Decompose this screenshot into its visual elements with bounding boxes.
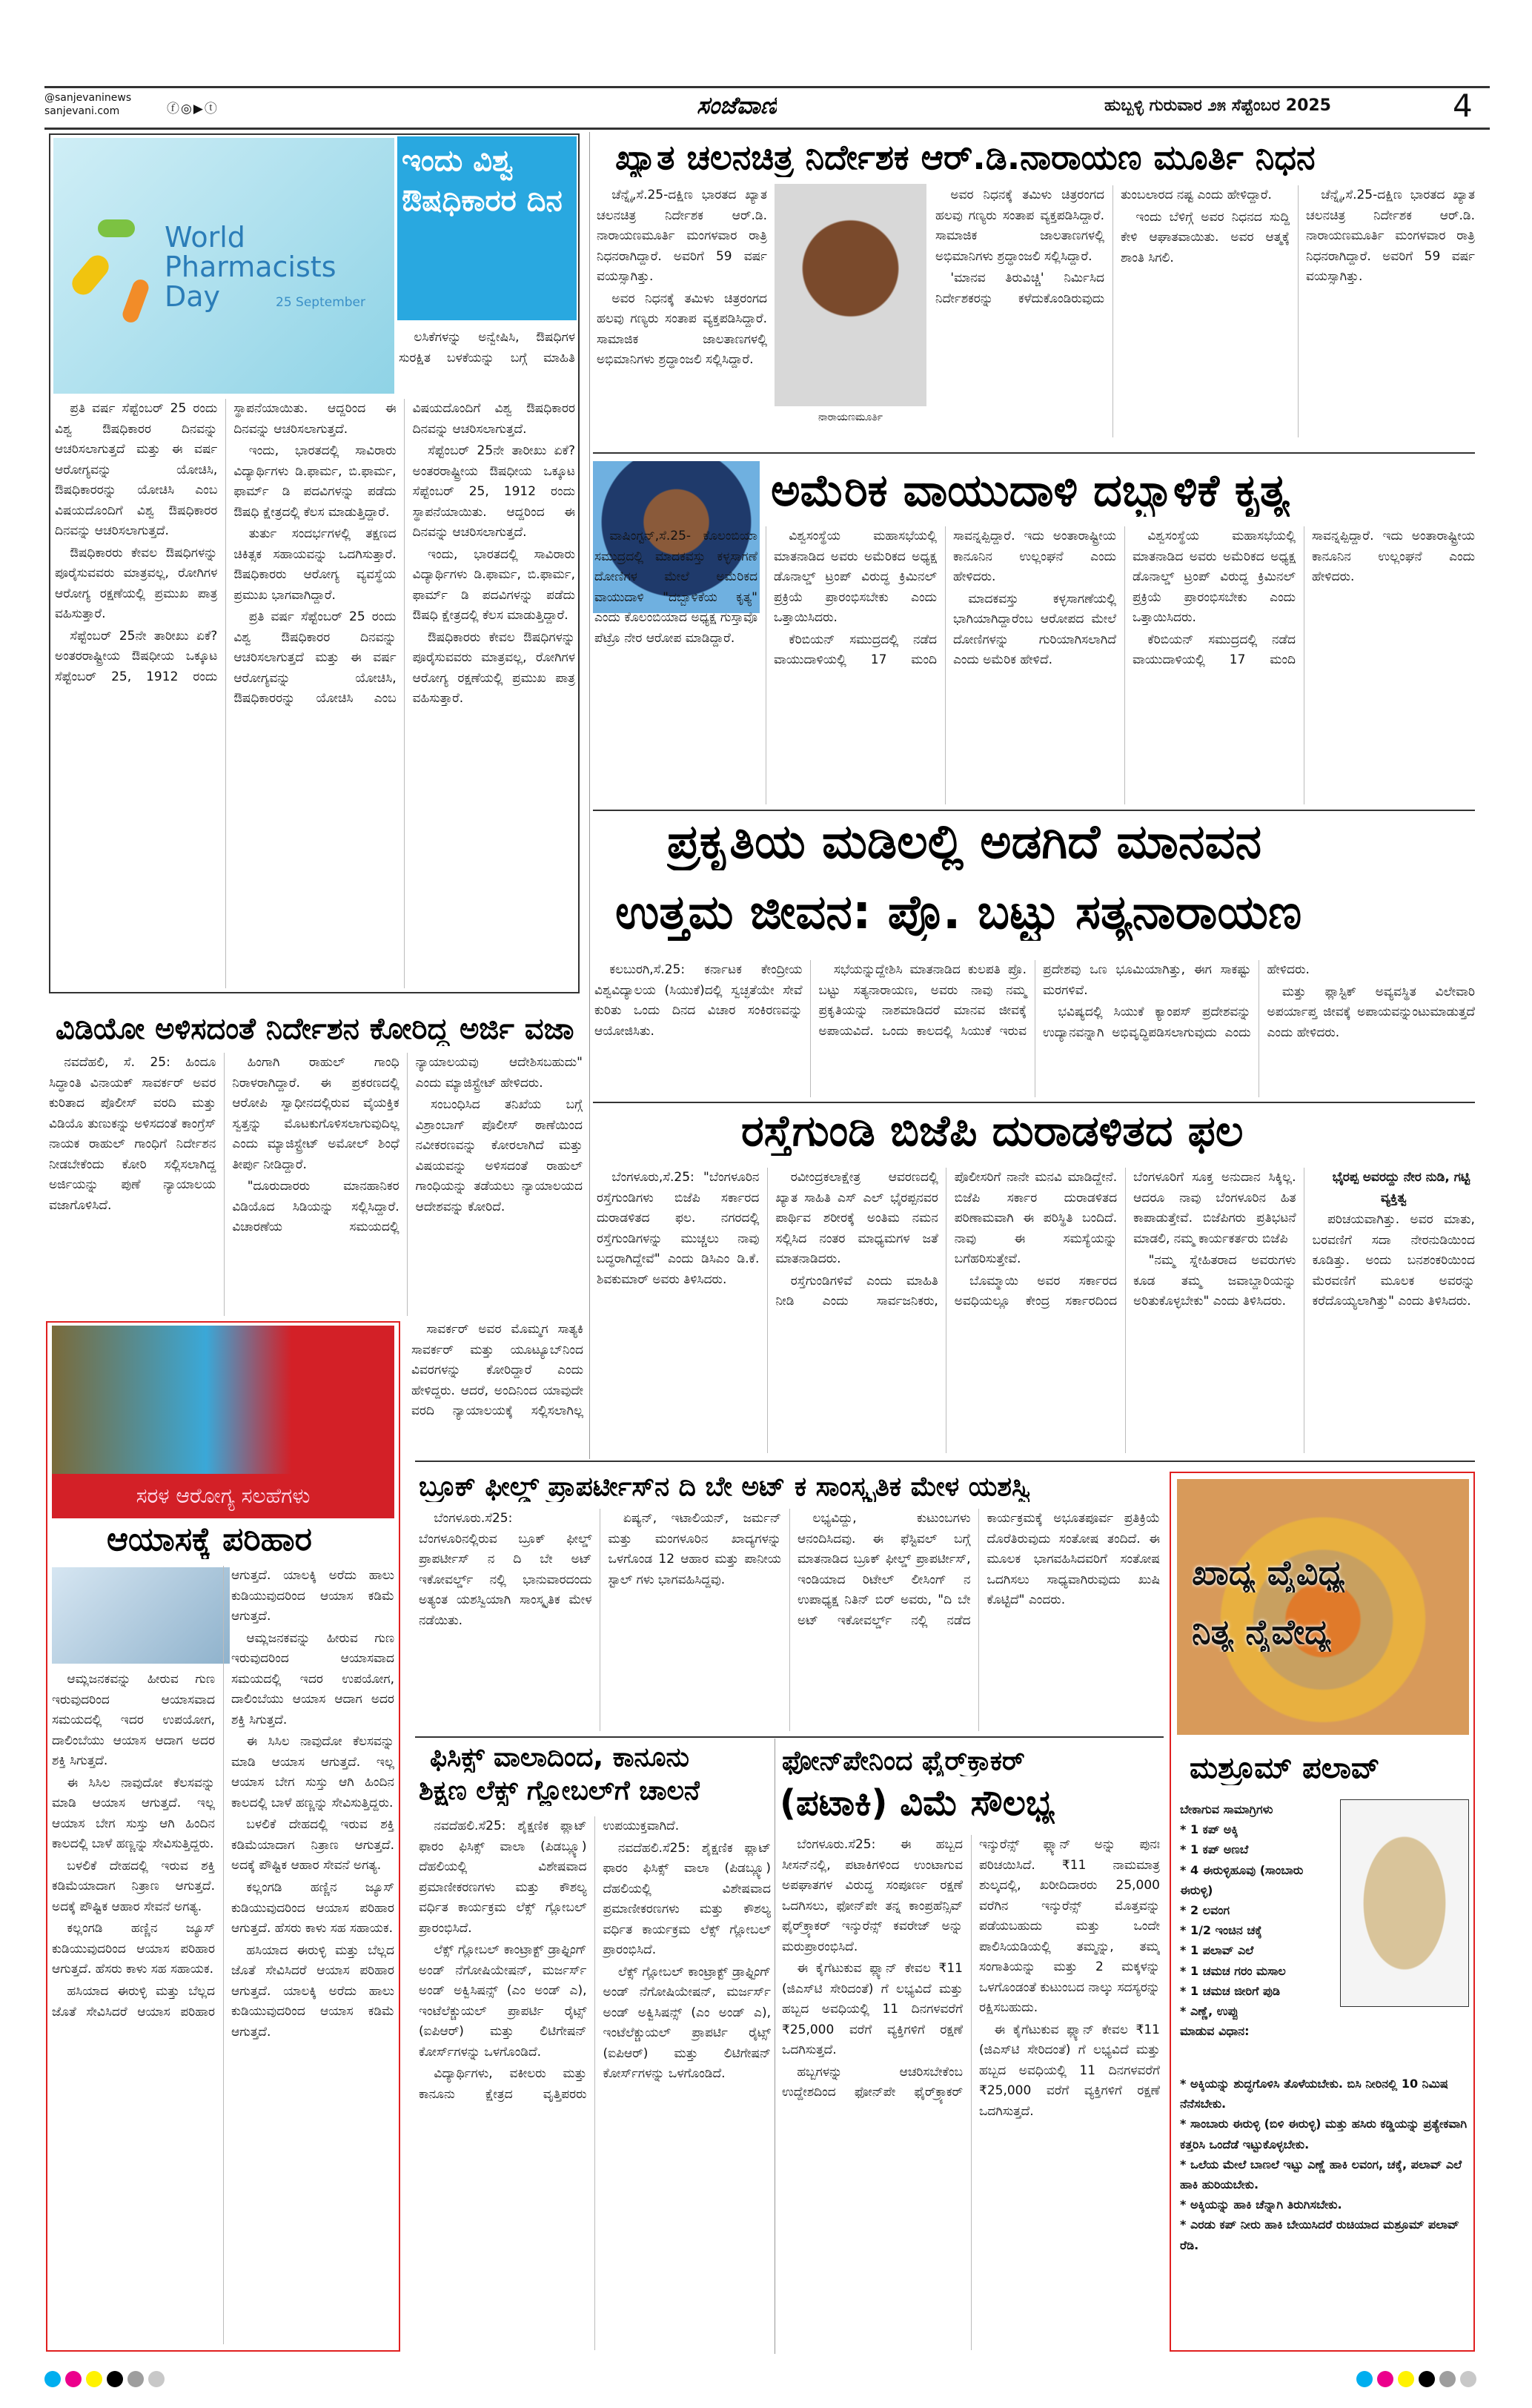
health-body: ಆಮ್ಲಜನಕವನ್ನು ಹೀರುವ ಗುಣ ಇರುವುದರಿಂದ ಆಯಾಸವಾದ ಸಮಯದಲ್ಲಿ ಇದರ ಉಪಯೋಗ, ದಾಲಿಂಬೆಯು ಆಯಾಸ ಆದಾಗ ಅದರ ಶಕ್ತಿ ಸಿಗುತ್ತದೆ. ಈ ಸಿಸಿಲ ನಾವುದೋ ಕೆಲಸವನ್ನು ಮಾಡಿ ಆಯಾಸ ಆಗುತ್ತದೆ. ಇಲ್ಲ ಆಯಾಸ ಬೇಗ ಸುಸ್ತು ಆಗಿ ಹಿಂದಿನ ಕಾಲದಲ್ಲಿ ಬಾಳೆ ಹಣ್ಣನ್ನು ಸೇವಿಸುತ್ತಿದ್ದರು. ಬಳಲಿಕೆ ದೇಹದಲ್ಲಿ ಇರುವ ಶಕ್ತಿ ಕಡಿಮೆಯಾದಾಗ ನಿತ್ರಾಣ ಆಗುತ್ತದೆ. ಅದಕ್ಕೆ ಪೌಷ್ಟಿಕ ಆಹಾರ ಸೇವನೆ ಅಗತ್ಯ. ಕಲ್ಲಂಗಡಿ ಹಣ್ಣಿನ ಜ್ಯೂಸ್ ಕುಡಿಯುವುದರಿಂದ ಆಯಾಸ ಪರಿಹಾರ ಆಗುತ್ತದೆ. ಹೆಸರು ಕಾಳು ಸಹ ಸಹಾಯಕ. ಹಸಿಯಾದ ಈರುಳ್ಳಿ ಮತ್ತು ಬೆಲ್ಲದ ಜೊತೆ ಸೇವಿಸಿದರೆ ಆಯಾಸ ಪರಿಹಾರ ಆಗುತ್ತದೆ. ಯಾಲಕ್ಕಿ ಅರೆದು ಹಾಲು ಕುಡಿಯುವುದರಿಂದ ಆಯಾಸ ಕಡಿಮೆ ಆಗುತ್ತದೆ. ಆಮ್ಲಜನಕವನ್ನು ಹೀರುವ ಗುಣ ಇರುವುದರಿಂದ ಆಯಾಸವಾದ ಸಮಯದಲ್ಲಿ ಇದರ ಉಪಯೋಗ, ದಾಲಿಂಬೆಯು ಆಯಾಸ ಆದಾಗ ಅದರ ಶಕ್ತಿ ಸಿಗುತ್ತದೆ. ಈ ಸಿಸಿಲ ನಾವುದೋ ಕೆಲಸವನ್ನು ಮಾಡಿ ಆಯಾಸ ಆಗುತ್ತದೆ. ಇಲ್ಲ ಆಯಾಸ ಬೇಗ ಸುಸ್ತು ಆಗಿ ಹಿಂದಿನ ಕಾಲದಲ್ಲಿ ಬಾಳೆ ಹಣ್ಣನ್ನು ಸೇವಿಸುತ್ತಿದ್ದರು. ಬಳಲಿಕೆ ದೇಹದಲ್ಲಿ ಇರುವ ಶಕ್ತಿ ಕಡಿಮೆಯಾದಾಗ ನಿತ್ರಾಣ ಆಗುತ್ತದೆ. ಅದಕ್ಕೆ ಪೌಷ್ಟಿಕ ಆಹಾರ ಸೇವನೆ ಅಗತ್ಯ. ಕಲ್ಲಂಗಡಿ ಹಣ್ಣಿನ ಜ್ಯೂಸ್ ಕುಡಿಯುವುದರಿಂದ ಆಯಾಸ ಪರಿಹಾರ ಆಗುತ್ತದೆ. ಹೆಸರು ಕಾಳು ಸಹ ಸಹಾಯಕ. ಹಸಿಯಾದ ಈರುಳ್ಳಿ ಮತ್ತು ಬೆಲ್ಲದ ಜೊತೆ ಸೇವಿಸಿದರೆ ಆಯಾಸ ಪರಿಹಾರ ಆಗುತ್ತದೆ. ಯಾಲಕ್ಕಿ ಅರೆದು ಹಾಲು ಕುಡಿಯುವುದರಿಂದ ಆಯಾಸ ಕಡಿಮೆ ಆಗುತ್ತದೆ. [52, 1568, 394, 2040]
color-dot [1460, 2371, 1476, 2387]
phonepe-body: ಬೆಂಗಳೂರು.ಸೆ25: ಈ ಹಬ್ಬದ ಸೀಸನ್‌ನಲ್ಲಿ, ಪಟಾಕಿಗಳಿಂದ ಉಂಟಾಗುವ ಅಪಘಾತಗಳ ವಿರುದ್ಧ ಸಂಪೂರ್ಣ ರಕ್ಷಣೆ ಒದಗಿಸಲು, ಫೋನ್‌ಪೇ ತನ್ನ ಕಾಂಪ್ರಹೆನ್ಸಿವ್ ಫೈರ್‌ಕ್ರ್ಯಾಕರ್ ಇನ್ಶುರೆನ್ಸ್ ಕವರೇಜ್ ಅನ್ನು ಮರುಪ್ರಾರಂಭಿಸಿದೆ. ಈ ಕೈಗೆಟುಕುವ ಪ್ಲ್ಯಾನ್ ಕೇವಲ ₹11 (ಜಿಎಸ್‌ಟಿ ಸೇರಿದಂತೆ) ಗೆ ಲಭ್ಯವಿದೆ ಮತ್ತು ಹಬ್ಬದ ಅವಧಿಯಲ್ಲಿ 11 ದಿನಗಳವರೆಗೆ ₹25,000 ವರೆಗೆ ವ್ಯಕ್ತಿಗಳಿಗೆ ರಕ್ಷಣೆ ಒದಗಿಸುತ್ತದೆ. ಹಬ್ಬಗಳನ್ನು ಆಚರಿಸಬೇಕೆಂಬ ಉದ್ದೇಶದಿಂದ ಫೋನ್‌ಪೇ ಫೈರ್‌ಕ್ರ್ಯಾಕರ್ ಇನ್ಶುರೆನ್ಸ್ ಪ್ಲ್ಯಾನ್ ಅನ್ನು ಪುನಃ ಪರಿಚಯಿಸಿದೆ. ₹11 ನಾಮಮಾತ್ರ ಶುಲ್ಕದಲ್ಲಿ, ಖರೀದಿದಾರರು 25,000 ವರೆಗಿನ ಇನ್ಶುರೆನ್ಸ್ ಮೊತ್ತವನ್ನು ಪಡೆಯಬಹುದು ಮತ್ತು ಒಂದೇ ಪಾಲಿಸಿಯಡಿಯಲ್ಲಿ ತಮ್ಮನ್ನು, ತಮ್ಮ ಸಂಗಾತಿಯನ್ನು ಮತ್ತು 2 ಮಕ್ಕಳನ್ನು ಒಳಗೊಂಡಂತೆ ಕುಟುಂಬದ ನಾಲ್ಕು ಸದಸ್ಯರನ್ನು ರಕ್ಷಿಸಬಹುದು. ಈ ಕೈಗೆಟುಕುವ ಪ್ಲ್ಯಾನ್ ಕೇವಲ ₹11 (ಜಿಎಸ್‌ಟಿ ಸೇರಿದಂತೆ) ಗೆ ಲಭ್ಯವಿದೆ ಮತ್ತು ಹಬ್ಬದ ಅವಧಿಯಲ್ಲಿ 11 ದಿನಗಳವರೆಗೆ ₹25,000 ವರೆಗೆ ವ್ಯಕ್ತಿಗಳಿಗೆ ರಕ್ಷಣೆ ಒದಗಿಸುತ್ತದೆ. [782, 1837, 1160, 2119]
masthead: ಸಂಜೆವಾಣಿ [697, 92, 777, 119]
facebook-icon[interactable]: ⓕ [167, 102, 181, 116]
narayana-col1: ಚೆನ್ನೈ,ಸೆ.25-ದಕ್ಷಿಣ ಭಾರತದ ಖ್ಯಾತ ಚಲನಚಿತ್ರ ನಿರ್ದೇಶಕ ಆರ್.ಡಿ. ನಾರಾಯಣಮೂರ್ತಿ ಮಂಗಳವಾರ ರಾತ್ರಿ ನಿಧನರಾಗಿದ್ದಾರೆ. ಅವರಿಗೆ 59 ವರ್ಷ ವಯಸ್ಸಾಗಿತ್ತು. ಅವರ ನಿಧನಕ್ಕೆ ತಮಿಳು ಚಿತ್ರರಂಗದ ಹಲವು ಗಣ್ಯರು ಸಂತಾಪ ವ್ಯಕ್ತಪಡಿಸಿದ್ದಾರೆ. ಸಾಮಾಜಿಕ ಜಾಲತಾಣಗಳಲ್ಲಿ ಅಭಿಮಾನಿಗಳು ಶ್ರದ್ಧಾಂಜಲಿ ಸಲ್ಲಿಸಿದ್ದಾರೆ. [597, 188, 767, 368]
health-tips-box [46, 1321, 400, 2352]
brook-headline: ಬ್ರೂಕ್ ಫೀಲ್ಡ್ ಪ್ರಾಪರ್ಟೀಸ್‌ನ ದಿ ಬೇ ಅಟ್ ಕ ಸಾಂಸ್ಕೃತಿಕ ಮೇಳ ಯಶಸ್ವಿ [419, 1472, 1031, 1502]
color-dot [1377, 2371, 1393, 2387]
prakruti-body: ಕಲಬುರಗಿ,ಸೆ.25: ಕರ್ನಾಟಕ ಕೇಂದ್ರೀಯ ವಿಶ್ವವಿದ್ಯಾಲಯ (ಸಿಯುಕೆ)ದಲ್ಲಿ ಸ್ವಚ್ಛತೆಯೇ ಸೇವೆ ಕುರಿತು ಒಂದು ದಿನದ ವಿಚಾರ ಸಂಕಿರಣವನ್ನು ಆಯೋಜಿಸಿತು. ಸಭೆಯನ್ನುದ್ದೇಶಿಸಿ ಮಾತನಾಡಿದ ಕುಲಪತಿ ಪ್ರೊ. ಬಟ್ಟು ಸತ್ಯನಾರಾಯಣ, ಅವರು ನಾವು ನಮ್ಮ ಪ್ರಕೃತಿಯನ್ನು ನಾಶಮಾಡಿದರೆ ಮಾನವ ಜೀವಕ್ಕೆ ಅಪಾಯವಿದೆ. ಒಂದು ಕಾಲದಲ್ಲಿ ಸಿಯುಕೆ ಇರುವ ಪ್ರದೇಶವು ಒಣ ಭೂಮಿಯಾಗಿತ್ತು, ಈಗ ಸಾಕಷ್ಟು ಮರಗಳಿವೆ. ಭವಿಷ್ಯದಲ್ಲಿ ಸಿಯುಕೆ ಕ್ಯಾಂಪಸ್ ಪ್ರದೇಶವನ್ನು ಉದ್ಯಾನವನ್ನಾಗಿ ಅಭಿವೃದ್ಧಿಪಡಿಸಲಾಗುವುದು ಎಂದು ಹೇಳಿದರು. ಮತ್ತು ಪ್ಲಾಸ್ಟಿಕ್ ಅವ್ಯವಸ್ಥಿತ ವಿಲೇವಾರಿ ಅಪರ್ಯಾಪ್ತ ಜೀವಕ್ಕೆ ಅಪಾಯವನ್ನುಂಟುಮಾಡುತ್ತದೆ ಎಂದು ಹೇಳಿದರು. [594, 962, 1475, 1040]
recipe-headline: ಮಶ್ರೂಮ್ ಪಲಾವ್ [1190, 1751, 1380, 1785]
ingredients: ಬೇಕಾಗುವ ಸಾಮಾಗ್ರಿಗಳು * 1 ಕಪ್ ಅಕ್ಕಿ * 1 ಕಪ್ ಅಣಬೆ * 4 ಈರುಳ್ಳಿಹೂವು (ಸಾಂಬಾರು ಈರುಳ್ಳಿ) * 2 ಲವಂಗ * 1/2 ಇಂಚಿನ ಚಕ್ಕೆ * 1 ಪಲಾವ್ ಎಲೆ * 1 ಚಮಚ ಗರಂ ಮಸಾಲ * 1 ಚಮಚ ಜೀರಿಗೆ ಪುಡಿ * ಎಣ್ಣೆ, ಉಪ್ಪು ಮಾಡುವ ವಿಧಾನ: [1180, 1802, 1304, 2039]
pharmacists-side-text: ಲಸಿಕೆಗಳನ್ನು ಅನ್ವೇಷಿಸಿ, ಔಷಧಿಗಳ ಸುರಕ್ಷಿತ ಬಳಕೆಯನ್ನು ಬಗ್ಗೆ ಮಾಹಿತಿ [399, 330, 575, 366]
narayana-photo-caption: ನಾರಾಯಣಮೂರ್ತಿ [818, 411, 883, 423]
health-headline: ಆಯಾಸಕ್ಕೆ ಪರಿಹಾರ [107, 1521, 312, 1558]
pill-shape [98, 219, 135, 237]
narayana-headline: ಖ್ಯಾತ ಚಲನಚಿತ್ರ ನಿರ್ದೇಶಕ ಆರ್.ಡಿ.ನಾರಾಯಣ ಮೂರ್ತಿ ನಿಧನ [615, 138, 1316, 177]
dateline: ಹುಬ್ಬಳ್ಳಿ ಗುರುವಾರ ೨೫ ಸೆಪ್ಟೆಂಬರ 2025 [1104, 96, 1331, 115]
twitter-icon[interactable]: ⓣ [204, 102, 219, 116]
brook-body: ಬೆಂಗಳೂರು.ಸೆ25: ಬೆಂಗಳೂರಿನಲ್ಲಿರುವ ಬ್ರೂಕ್ ಫೀಲ್ಡ್ ಪ್ರಾಪರ್ಟೀಸ್ ನ ದಿ ಬೇ ಅಟ್ ಇಕೋವರ್ಲ್ಡ್ ನಲ್ಲಿ ಭಾನುವಾರದಂದು ಅತ್ಯಂತ ಯಶಸ್ವಿಯಾಗಿ ಸಾಂಸ್ಕೃತಿಕ ಮೇಳ ನಡೆಯಿತು. ಏಷ್ಯನ್, ಇಟಾಲಿಯನ್, ಜರ್ಮನ್ ಮತ್ತು ಮಂಗಳೂರಿನ ಖಾದ್ಯಗಳನ್ನು ಒಳಗೊಂಡ 12 ಆಹಾರ ಮತ್ತು ಪಾನೀಯ ಸ್ಟಾಲ್ ಗಳು ಭಾಗವಹಿಸಿದ್ದವು. ಲಭ್ಯವಿದ್ದು, ಕುಟುಂಬಗಳು ಆನಂದಿಸಿದವು. ಈ ಫೆಸ್ಟಿವಲ್ ಬಗ್ಗೆ ಮಾತನಾಡಿದ ಬ್ರೂಕ್ ಫೀಲ್ಡ್ ಪ್ರಾಪರ್ಟೀಸ್, ಇಂಡಿಯಾದ ರಿಟೇಲ್ ಲೀಸಿಂಗ್ ನ ಉಪಾಧ್ಯಕ್ಷ ನಿತಿನ್ ಬಿರ್ ಅವರು, "ದಿ ಬೇ ಅಟ್ ಇಕೋವರ್ಲ್ಡ್ ನಲ್ಲಿ ನಡೆದ ಕಾರ್ಯಕ್ರಮಕ್ಕೆ ಅಭೂತಪೂರ್ವ ಪ್ರತಿಕ್ರಿಯೆ ದೊರೆತಿರುವುದು ಸಂತೋಷ ತಂದಿದೆ. ಈ ಮೂಲಕ ಭಾಗವಹಿಸಿದವರಿಗೆ ಸಂತೋಷ ಒದಗಿಸಲು ಸಾಧ್ಯವಾಗಿರುವುದು ಖುಷಿ ಕೊಟ್ಟಿದೆ" ಎಂದರು. [419, 1511, 1160, 1628]
color-dot [1419, 2371, 1435, 2387]
color-dot [44, 2371, 61, 2387]
america-headline: ಅಮೆರಿಕ ವಾಯುದಾಳಿ ದಬ್ಬಾಳಿಕೆ ಕೃತ್ಯ [771, 466, 1290, 517]
pharmacists-day-image [53, 138, 394, 394]
raste-headline: ರಸ್ತೆಗುಂಡಿ ಬಿಜೆಪಿ ದುರಾಡಳಿತದ ಫಲ [741, 1106, 1244, 1156]
phonepe-headline-1: ಫೋನ್‌ಪೇನಿಂದ ಫೈರ್‌ಕ್ರ್ಯಾಕರ್ [782, 1746, 1025, 1776]
physics-body: ನವದೆಹಲಿ.ಸೆ25: ಶೈಕ್ಷಣಿಕ ಪ್ಲಾಟ್ ಫಾರಂ ಫಿಸಿಕ್ಸ್ ವಾಲಾ (ಪಿಡಬ್ಲ್ಯೂ) ದೆಹಲಿಯಲ್ಲಿ ವಿಶೇಷವಾದ ಪ್ರಮಾಣೀಕರಣಗಳು ಮತ್ತು ಕೌಶಲ್ಯ ವರ್ಧಿತ ಕಾರ್ಯಕ್ರಮ ಲೆಕ್ಸ್ ಗ್ಲೋಬಲ್ ಪ್ರಾರಂಭಿಸಿದೆ. ಲೆಕ್ಸ್ ಗ್ಲೋಬಲ್ ಕಾಂಟ್ರಾಕ್ಟ್ ಡ್ರಾಫ್ಟಿಂಗ್ ಅಂಡ್ ನೆಗೋಷಿಯೇಷನ್, ಮರ್ಜರ್ಸ್ ಅಂಡ್ ಅಕ್ವಿಸಿಷನ್ಸ್ (ಎಂ ಅಂಡ್ ಎ), ಇಂಟೆಲೆಕ್ಚುಯಲ್ ಪ್ರಾಪರ್ಟಿ ರೈಟ್ಸ್ (ಐಪಿಆರ್) ಮತ್ತು ಲಿಟಿಗೇಷನ್ ಕೋರ್ಸ್‌ಗಳನ್ನು ಒಳಗೊಂಡಿದೆ. ವಿದ್ಯಾರ್ಥಿಗಳು, ವಕೀಲರು ಮತ್ತು ಕಾನೂನು ಕ್ಷೇತ್ರದ ವೃತ್ತಿಪರರು ಉಪಯುಕ್ತವಾಗಿದೆ. ನವದೆಹಲಿ.ಸೆ25: ಶೈಕ್ಷಣಿಕ ಪ್ಲಾಟ್ ಫಾರಂ ಫಿಸಿಕ್ಸ್ ವಾಲಾ (ಪಿಡಬ್ಲ್ಯೂ) ದೆಹಲಿಯಲ್ಲಿ ವಿಶೇಷವಾದ ಪ್ರಮಾಣೀಕರಣಗಳು ಮತ್ತು ಕೌಶಲ್ಯ ವರ್ಧಿತ ಕಾರ್ಯಕ್ರಮ ಲೆಕ್ಸ್ ಗ್ಲೋಬಲ್ ಪ್ರಾರಂಭಿಸಿದೆ. ಲೆಕ್ಸ್ ಗ್ಲೋಬಲ್ ಕಾಂಟ್ರಾಕ್ಟ್ ಡ್ರಾಫ್ಟಿಂಗ್ ಅಂಡ್ ನೆಗೋಷಿಯೇಷನ್, ಮರ್ಜರ್ಸ್ ಅಂಡ್ ಅಕ್ವಿಸಿಷನ್ಸ್ (ಎಂ ಅಂಡ್ ಎ), ಇಂಟೆಲೆಕ್ಚುಯಲ್ ಪ್ರಾಪರ್ಟಿ ರೈಟ್ಸ್ (ಐಪಿಆರ್) ಮತ್ತು ಲಿಟಿಗೇಷನ್ ಕೋರ್ಸ್‌ಗಳನ್ನು ಒಳಗೊಂಡಿದೆ. [419, 1819, 771, 2102]
pulao-image [1340, 1799, 1469, 2007]
color-dot [1356, 2371, 1373, 2387]
pharmacists-heading: ಇಂದು ವಿಶ್ವ ಔಷಧಿಕಾರರ ದಿನ [397, 136, 577, 320]
page-number: 4 [1453, 87, 1473, 124]
health-banner-image [52, 1326, 394, 1474]
pharmacists-article [49, 133, 580, 993]
website[interactable]: sanjevani.com [44, 105, 120, 117]
pill-shape [67, 251, 113, 299]
prakruti-headline-2: ಉತ್ತಮ ಜೀವನ: ಪ್ರೊ. ಬಟ್ಟು ಸತ್ಯನಾರಾಯಣ [615, 886, 1302, 940]
color-dot [86, 2371, 102, 2387]
color-dot [148, 2371, 165, 2387]
recipe-banner-2: ನಿತ್ಯ ನೈವೇದ್ಯ [1192, 1612, 1332, 1652]
physics-headline-1: ಫಿಸಿಕ್ಸ್ ವಾಲಾದಿಂದ, ಕಾನೂನು [430, 1742, 689, 1773]
instagram-icon[interactable]: ◎ [181, 102, 193, 116]
social-icons [167, 98, 219, 116]
twitter-handle: @sanjevaninews [44, 92, 132, 104]
image-title: World Pharmacists Day [165, 221, 336, 313]
phonepe-headline-2: (ಪಟಾಕಿ) ವಿಮೆ ಸೌಲಭ್ಯ [780, 1783, 1055, 1824]
registration-marks-right [1356, 2371, 1481, 2390]
health-banner: ಸರಳ ಆರೋಗ್ಯ ಸಲಹೆಗಳು [52, 1474, 394, 1518]
pharmacists-body: ಪ್ರತಿ ವರ್ಷ ಸೆಪ್ಟೆಂಬರ್ 25 ರಂದು ವಿಶ್ವ ಔಷಧಿಕಾರರ ದಿನವನ್ನು ಆಚರಿಸಲಾಗುತ್ತದೆ ಮತ್ತು ಈ ವರ್ಷ ಆರೋಗ್ಯವನ್ನು ಯೋಚಿಸಿ, ಔಷಧಿಕಾರರನ್ನು ಯೋಚಿಸಿ ಎಂಬ ವಿಷಯದೊಂದಿಗೆ ವಿಶ್ವ ಔಷಧಿಕಾರರ ದಿನವನ್ನು ಆಚರಿಸಲಾಗುತ್ತದೆ. ಔಷಧಿಕಾರರು ಕೇವಲ ಔಷಧಿಗಳನ್ನು ಪೂರೈಸುವವರು ಮಾತ್ರವಲ್ಲ, ರೋಗಿಗಳ ಆರೋಗ್ಯ ರಕ್ಷಣೆಯಲ್ಲಿ ಪ್ರಮುಖ ಪಾತ್ರ ವಹಿಸುತ್ತಾರೆ. ಸೆಪ್ಟೆಂಬರ್ 25ನೇ ತಾರೀಖು ಏಕೆ? ಅಂತರರಾಷ್ಟ್ರೀಯ ಔಷಧೀಯ ಒಕ್ಕೂಟ ಸೆಪ್ಟೆಂಬರ್ 25, 1912 ರಂದು ಸ್ಥಾಪನೆಯಾಯಿತು. ಆದ್ದರಿಂದ ಈ ದಿನವನ್ನು ಆಚರಿಸಲಾಗುತ್ತದೆ. ಇಂದು, ಭಾರತದಲ್ಲಿ ಸಾವಿರಾರು ವಿದ್ಯಾರ್ಥಿಗಳು ಡಿ.ಫಾರ್ಮ, ಬಿ.ಫಾರ್ಮ, ಫಾರ್ಮ್ ಡಿ ಪದವಿಗಳನ್ನು ಪಡೆದು ಔಷಧಿ ಕ್ಷೇತ್ರದಲ್ಲಿ ಕೆಲಸ ಮಾಡುತ್ತಿದ್ದಾರೆ. ತುರ್ತು ಸಂದರ್ಭಗಳಲ್ಲಿ ತಕ್ಷಣದ ಚಿಕಿತ್ಸಕ ಸಹಾಯವನ್ನು ಒದಗಿಸುತ್ತಾರೆ. ಔಷಧಿಕಾರರು ಆರೋಗ್ಯ ವ್ಯವಸ್ಥೆಯ ಪ್ರಮುಖ ಭಾಗವಾಗಿದ್ದಾರೆ. ಪ್ರತಿ ವರ್ಷ ಸೆಪ್ಟೆಂಬರ್ 25 ರಂದು ವಿಶ್ವ ಔಷಧಿಕಾರರ ದಿನವನ್ನು ಆಚರಿಸಲಾಗುತ್ತದೆ ಮತ್ತು ಈ ವರ್ಷ ಆರೋಗ್ಯವನ್ನು ಯೋಚಿಸಿ, ಔಷಧಿಕಾರರನ್ನು ಯೋಚಿಸಿ ಎಂಬ ವಿಷಯದೊಂದಿಗೆ ವಿಶ್ವ ಔಷಧಿಕಾರರ ದಿನವನ್ನು ಆಚರಿಸಲಾಗುತ್ತದೆ. ಸೆಪ್ಟೆಂಬರ್ 25ನೇ ತಾರೀಖು ಏಕೆ? ಅಂತರರಾಷ್ಟ್ರೀಯ ಔಷಧೀಯ ಒಕ್ಕೂಟ ಸೆಪ್ಟೆಂಬರ್ 25, 1912 ರಂದು ಸ್ಥಾಪನೆಯಾಯಿತು. ಆದ್ದರಿಂದ ಈ ದಿನವನ್ನು ಆಚರಿಸಲಾಗುತ್ತದೆ. ಇಂದು, ಭಾರತದಲ್ಲಿ ಸಾವಿರಾರು ವಿದ್ಯಾರ್ಥಿಗಳು ಡಿ.ಫಾರ್ಮ, ಬಿ.ಫಾರ್ಮ, ಫಾರ್ಮ್ ಡಿ ಪದವಿಗಳನ್ನು ಪಡೆದು ಔಷಧಿ ಕ್ಷೇತ್ರದಲ್ಲಿ ಕೆಲಸ ಮಾಡುತ್ತಿದ್ದಾರೆ. ಔಷಧಿಕಾರರು ಕೇವಲ ಔಷಧಿಗಳನ್ನು ಪೂರೈಸುವವರು ಮಾತ್ರವಲ್ಲ, ರೋಗಿಗಳ ಆರೋಗ್ಯ ರಕ್ಷಣೆಯಲ್ಲಿ ಪ್ರಮುಖ ಪಾತ್ರ ವಹಿಸುತ್ತಾರೆ. [55, 401, 575, 707]
america-body: ವಾಷಿಂಗ್ಟನ್,ಸೆ.25- ಕೊಲಂಬಿಯಾ ಸಮುದ್ರದಲ್ಲಿ ಮಾದಕವಸ್ತು ಕಳ್ಳಸಾಗಣೆ ದೋಣಿಗಳ ಮೇಲೆ ಅಮೆರಿಕದ ವಾಯುದಾಳಿ "ದಬ್ಬಾಳಿಕೆಯ ಕೃತ್ಯ" ಎಂದು ಕೊಲಂಬಿಯಾದ ಅಧ್ಯಕ್ಷ ಗುಸ್ತಾವೊ ಪೆಟ್ರೊ ನೇರ ಆರೋಪ ಮಾಡಿದ್ದಾರೆ. ವಿಶ್ವಸಂಸ್ಥೆಯ ಮಹಾಸಭೆಯಲ್ಲಿ ಮಾತನಾಡಿದ ಅವರು ಅಮೆರಿಕದ ಅಧ್ಯಕ್ಷ ಡೊನಾಲ್ಡ್ ಟ್ರಂಪ್ ವಿರುದ್ಧ ಕ್ರಿಮಿನಲ್ ಪ್ರಕ್ರಿಯೆ ಪ್ರಾರಂಭಿಸಬೇಕು ಎಂದು ಒತ್ತಾಯಿಸಿದರು. ಕೆರಿಬಿಯನ್ ಸಮುದ್ರದಲ್ಲಿ ನಡೆದ ವಾಯುದಾಳಿಯಲ್ಲಿ 17 ಮಂದಿ ಸಾವನ್ನಪ್ಪಿದ್ದಾರೆ. ಇದು ಅಂತಾರಾಷ್ಟ್ರೀಯ ಕಾನೂನಿನ ಉಲ್ಲಂಘನೆ ಎಂದು ಹೇಳಿದರು. ಮಾದಕವಸ್ತು ಕಳ್ಳಸಾಗಣೆಯಲ್ಲಿ ಭಾಗಿಯಾಗಿದ್ದಾರೆಂಬ ಆರೋಪದ ಮೇಲೆ ದೋಣಿಗಳನ್ನು ಗುರಿಯಾಗಿಸಲಾಗಿದೆ ಎಂದು ಅಮೆರಿಕ ಹೇಳಿದೆ. ವಿಶ್ವಸಂಸ್ಥೆಯ ಮಹಾಸಭೆಯಲ್ಲಿ ಮಾತನಾಡಿದ ಅವರು ಅಮೆರಿಕದ ಅಧ್ಯಕ್ಷ ಡೊನಾಲ್ಡ್ ಟ್ರಂಪ್ ವಿರುದ್ಧ ಕ್ರಿಮಿನಲ್ ಪ್ರಕ್ರಿಯೆ ಪ್ರಾರಂಭಿಸಬೇಕು ಎಂದು ಒತ್ತಾಯಿಸಿದರು. ಕೆರಿಬಿಯನ್ ಸಮುದ್ರದಲ್ಲಿ ನಡೆದ ವಾಯುದಾಳಿಯಲ್ಲಿ 17 ಮಂದಿ ಸಾವನ್ನಪ್ಪಿದ್ದಾರೆ. ಇದು ಅಂತಾರಾಷ್ಟ್ರೀಯ ಕಾನೂನಿನ ಉಲ್ಲಂಘನೆ ಎಂದು ಹೇಳಿದರು. [594, 529, 1475, 668]
color-dot [1398, 2371, 1414, 2387]
physics-headline-2: ಶಿಕ್ಷಣ ಲೆಕ್ಸ್ ಗ್ಲೋಬಲ್‌ಗೆ ಚಾಲನೆ [419, 1776, 700, 1806]
color-dot [65, 2371, 82, 2387]
recipe-banner-1: ಖಾದ್ಯ ವೈವಿಧ್ಯ [1192, 1553, 1345, 1592]
video-body: ನವದೆಹಲಿ, ಸೆ. 25: ಹಿಂದೂ ಸಿದ್ಧಾಂತಿ ವಿನಾಯಕ್ ಸಾವರ್ಕರ್ ಅವರ ಕುರಿತಾದ ಪೊಲೀಸ್ ವರದಿ ಮತ್ತು ವಿಡಿಯೊ ತುಣುಕನ್ನು ಅಳಿಸದಂತೆ ಕಾಂಗ್ರೆಸ್ ನಾಯಕ ರಾಹುಲ್ ಗಾಂಧಿಗೆ ನಿರ್ದೇಶನ ನೀಡಬೇಕೆಂದು ಕೋರಿ ಸಲ್ಲಿಸಲಾಗಿದ್ದ ಅರ್ಜಿಯನ್ನು ಪುಣೆ ನ್ಯಾಯಾಲಯ ವಜಾಗೊಳಿಸಿದೆ. ಹಿಂಗಾಗಿ ರಾಹುಲ್ ಗಾಂಧಿ ನಿರಾಳರಾಗಿದ್ದಾರೆ. ಈ ಪ್ರಕರಣದಲ್ಲಿ ಆರೋಪಿ ಸ್ವಾಧೀನದಲ್ಲಿರುವ ವೈಯಕ್ತಿಕ ಸ್ವತ್ತನ್ನು ಮೊಟಕುಗೊಳಿಸಲಾಗುವುದಿಲ್ಲ ಎಂದು ಮ್ಯಾಜಿಸ್ಟ್ರೇಟ್ ಅಮೋಲ್ ಶಿಂಧೆ ತೀರ್ಪು ನೀಡಿದ್ದಾರೆ. "ದೂರುದಾರರು ಮಾನಹಾನಿಕರ ವಿಡಿಯೊದ ಸಿಡಿಯನ್ನು ಸಲ್ಲಿಸಿದ್ದಾರೆ. ವಿಚಾರಣೆಯ ಸಮಯದಲ್ಲಿ ನ್ಯಾಯಾಲಯವು ಆದೇಶಿಸಬಹುದು" ಎಂದು ಮ್ಯಾಜಿಸ್ಟ್ರೇಟ್ ಹೇಳಿದರು. ಸಂಬಂಧಿಸಿದ ತನಿಖೆಯ ಬಗ್ಗೆ ವಿಶ್ರಾಂಬಾಗ್ ಪೊಲೀಸ್ ಠಾಣೆಯಿಂದ ನವೀಕರಣವನ್ನು ಕೋರಲಾಗಿದೆ ಮತ್ತು ವಿಷಯವನ್ನು ಅಳಿಸದಂತೆ ರಾಹುಲ್ ಗಾಂಧಿಯನ್ನು ತಡೆಯಲು ನ್ಯಾಯಾಲಯದ ಆದೇಶವನ್ನು ಕೋರಿದೆ. [49, 1055, 583, 1235]
youtube-icon[interactable]: ▶ [193, 102, 205, 116]
spices-image [1177, 1479, 1469, 1735]
image-date: 25 September [276, 295, 366, 310]
color-dot [1439, 2371, 1456, 2387]
registration-marks-left [44, 2371, 169, 2390]
color-dot [127, 2371, 144, 2387]
recipe-box [1170, 1472, 1475, 2352]
prakruti-headline-1: ಪ್ರಕೃತಿಯ ಮಡಿಲಲ್ಲಿ ಅಡಗಿದೆ ಮಾನವನ [667, 816, 1262, 870]
method: * ಅಕ್ಕಿಯನ್ನು ಶುದ್ಧಗೊಳಿಸಿ ತೊಳೆಯಬೇಕು. ಬಿಸಿ ನೀರಿನಲ್ಲಿ 10 ನಿಮಿಷ ನೆನೆಸಬೇಕು. * ಸಾಂಬಾರು ಈರುಳ್ಳಿ (ಬಿಳಿ ಈರುಳ್ಳಿ) ಮತ್ತು ಹಸಿರು ಕಡ್ಡಿಯನ್ನು ಪ್ರತ್ಯೇಕವಾಗಿ ಕತ್ತರಿಸಿ ಒಂದೆಡೆ ಇಟ್ಟುಕೊಳ್ಳಬೇಕು. * ಒಲೆಯ ಮೇಲೆ ಬಾಣಲೆ ಇಟ್ಟು ಎಣ್ಣೆ ಹಾಕಿ ಲವಂಗ, ಚಕ್ಕೆ, ಪಲಾವ್ ಎಲೆ ಹಾಕಿ ಹುರಿಯಬೇಕು. * ಅಕ್ಕಿಯನ್ನು ಹಾಕಿ ಚೆನ್ನಾಗಿ ತಿರುಗಿಸಬೇಕು. * ಎರಡು ಕಪ್ ನೀರು ಹಾಕಿ ಬೇಯಿಸಿದರೆ ರುಚಿಯಾದ ಮಶ್ರೂಮ್ ಪಲಾವ್ ರೆಡಿ. [1180, 2077, 1468, 2252]
video-headline: ವಿಡಿಯೋ ಅಳಿಸದಂತೆ ನಿರ್ದೇಶನ ಕೋರಿದ್ದ ಅರ್ಜಿ ವಜಾ [56, 1012, 574, 1046]
color-dot [107, 2371, 123, 2387]
narayana-body: ಅವರ ನಿಧನಕ್ಕೆ ತಮಿಳು ಚಿತ್ರರಂಗದ ಹಲವು ಗಣ್ಯರು ಸಂತಾಪ ವ್ಯಕ್ತಪಡಿಸಿದ್ದಾರೆ. ಸಾಮಾಜಿಕ ಜಾಲತಾಣಗಳಲ್ಲಿ ಅಭಿಮಾನಿಗಳು ಶ್ರದ್ಧಾಂಜಲಿ ಸಲ್ಲಿಸಿದ್ದಾರೆ. 'ಮಾನವ ತಿರುವಿಚ್ಚಿ' ನಿರ್ಮಿಸಿದ ನಿರ್ದೇಶಕರನ್ನು ಕಳೆದುಕೊಂಡಿರುವುದು ತುಂಬಲಾರದ ನಷ್ಟ ಎಂದು ಹೇಳಿದ್ದಾರೆ. ಇಂದು ಬೆಳಿಗ್ಗೆ ಅವರ ನಿಧನದ ಸುದ್ದಿ ಕೇಳಿ ಆಘಾತವಾಯಿತು. ಅವರ ಆತ್ಮಕ್ಕೆ ಶಾಂತಿ ಸಿಗಲಿ. ಚೆನ್ನೈ,ಸೆ.25-ದಕ್ಷಿಣ ಭಾರತದ ಖ್ಯಾತ ಚಲನಚಿತ್ರ ನಿರ್ದೇಶಕ ಆರ್.ಡಿ. ನಾರಾಯಣಮೂರ್ತಿ ಮಂಗಳವಾರ ರಾತ್ರಿ ನಿಧನರಾಗಿದ್ದಾರೆ. ಅವರಿಗೆ 59 ವರ್ಷ ವಯಸ್ಸಾಗಿತ್ತು. [935, 188, 1475, 306]
pill-shape [120, 277, 150, 325]
raste-body: ಬೆಂಗಳೂರು,ಸೆ.25: "ಬೆಂಗಳೂರಿನ ರಸ್ತೆಗುಂಡಿಗಳು ಬಿಜೆಪಿ ಸರ್ಕಾರದ ದುರಾಡಳಿತದ ಫಲ. ನಗರದಲ್ಲಿ ರಸ್ತೆಗುಂಡಿಗಳನ್ನು ಮುಚ್ಚಲು ನಾವು ಬದ್ಧರಾಗಿದ್ದೇವೆ" ಎಂದು ಡಿಸಿಎಂ ಡಿ.ಕೆ. ಶಿವಕುಮಾರ್ ಅವರು ತಿಳಿಸಿದರು. ರವೀಂದ್ರಕಲಾಕ್ಷೇತ್ರ ಆವರಣದಲ್ಲಿ ಖ್ಯಾತ ಸಾಹಿತಿ ಎಸ್ ಎಲ್ ಭೈರಪ್ಪನವರ ಪಾರ್ಥಿವ ಶರೀರಕ್ಕೆ ಅಂತಿಮ ನಮನ ಸಲ್ಲಿಸಿದ ನಂತರ ಮಾಧ್ಯಮಗಳ ಜತೆ ಮಾತನಾಡಿದರು. ರಸ್ತೆಗುಂಡಿಗಳಿವೆ ಎಂದು ಮಾಹಿತಿ ನೀಡಿ ಎಂದು ಸಾರ್ವಜನಿಕರು, ಪೊಲೀಸರಿಗೆ ನಾನೇ ಮನವಿ ಮಾಡಿದ್ದೇನೆ. ಬಿಜೆಪಿ ಸರ್ಕಾರ ದುರಾಡಳಿತದ ಪರಿಣಾಮವಾಗಿ ಈ ಪರಿಸ್ಥಿತಿ ಬಂದಿದೆ. ನಾವು ಈ ಸಮಸ್ಯೆಯನ್ನು ಬಗೆಹರಿಸುತ್ತೇವೆ. ಬೊಮ್ಮಾಯಿ ಅವರ ಸರ್ಕಾರದ ಅವಧಿಯಲ್ಲೂ ಕೇಂದ್ರ ಸರ್ಕಾರದಿಂದ ಬೆಂಗಳೂರಿಗೆ ಸೂಕ್ತ ಅನುದಾನ ಸಿಕ್ಕಿಲ್ಲ. ಆದರೂ ನಾವು ಬೆಂಗಳೂರಿನ ಹಿತ ಕಾಪಾಡುತ್ತೇವೆ. ಬಿಜೆಪಿಗರು ಪ್ರತಿಭಟನೆ ಮಾಡಲಿ, ನಮ್ಮ ಕಾರ್ಯಕರ್ತರು ಬಿಜೆಪಿ "ನಮ್ಮ ಸ್ನೇಹಿತರಾದ ಅವರುಗಳು ಕೂಡ ತಮ್ಮ ಜವಾಬ್ದಾರಿಯನ್ನು ಅರಿತುಕೊಳ್ಳಬೇಕು" ಎಂದು ತಿಳಿಸಿದರು. ಭೈರಪ್ಪ ಅವರದ್ದು ನೇರ ನುಡಿ, ಗಟ್ಟಿ ವ್ಯಕ್ತಿತ್ವ ಪರಿಚಯವಾಗಿತ್ತು. ಅವರ ಮಾತು, ಬರವಣಿಗೆ ಸದಾ ನೇರನುಡಿಯಿಂದ ಕೂಡಿತ್ತು. ಅಂದು ಬನಶಂಕರಿಯಿಂದ ಮೆರವಣಿಗೆ ಮೂಲಕ ಅವರನ್ನು ಕರೆದೊಯ್ಯಲಾಗಿತ್ತು" ಎಂದು ತಿಳಿಸಿದರು. [597, 1170, 1475, 1309]
video-body-cont: ಸಾವರ್ಕರ್ ಅವರ ಮೊಮ್ಮಗ ಸಾತ್ಯಕಿ ಸಾವರ್ಕರ್ ಮತ್ತು ಯೂಟ್ಯೂಬ್‌ನಿಂದ ವಿವರಗಳನ್ನು ಕೋರಿದ್ದಾರೆ ಎಂದು ಹೇಳಿದ್ದರು. ಆದರೆ, ಅಂದಿನಿಂದ ಯಾವುದೇ ವರದಿ ನ್ಯಾಯಾಲಯಕ್ಕೆ ಸಲ್ಲಿಸಲಾಗಿಲ್ಲ [411, 1322, 583, 1419]
narayana-photo [775, 184, 926, 406]
